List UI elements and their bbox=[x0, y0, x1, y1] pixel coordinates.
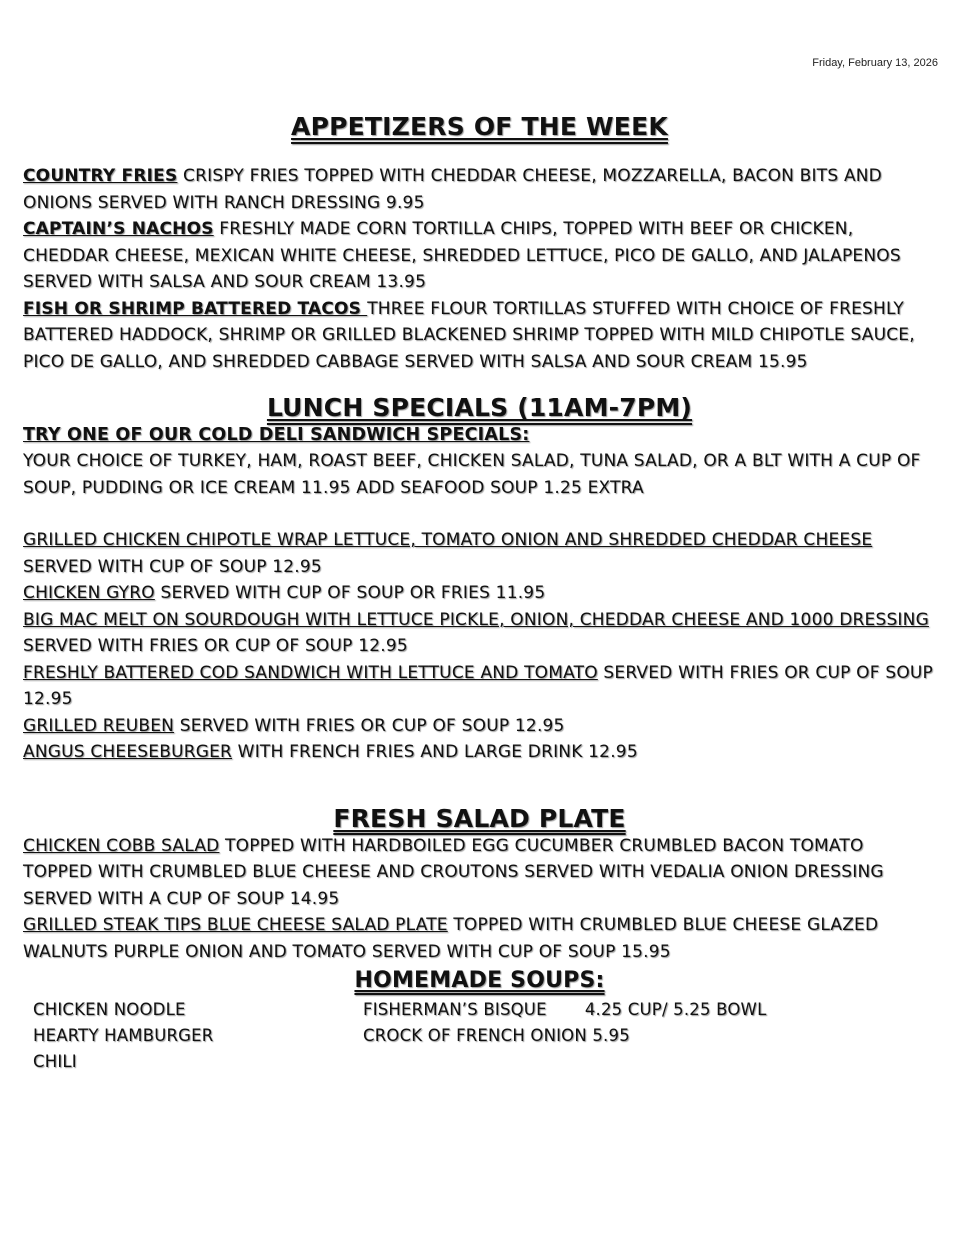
menu-item-cobb-salad bbox=[23, 833, 936, 913]
menu-item-chipotle-wrap bbox=[23, 527, 936, 580]
menu-item-tacos bbox=[23, 296, 936, 376]
appetizers-heading: APPETIZERS OF THE WEEK bbox=[291, 112, 668, 141]
item-description: TOPPED WITH CRUMBLED BLUE CHEESE GLAZED WALNUTS PURPLE ONION AND TOMATO SERVED WITH CUP OF SOUP 15.95 bbox=[23, 915, 879, 962]
menu-item-big-mac-melt bbox=[23, 607, 936, 660]
menu-item-cod-sandwich bbox=[23, 660, 936, 713]
item-description: SERVED WITH CUP OF SOUP 12.95 bbox=[23, 556, 322, 577]
menu-item-chicken-gyro bbox=[23, 580, 936, 607]
menu-item-steak-tips-salad bbox=[23, 912, 936, 965]
item-name: FRESHLY BATTERED COD SANDWICH WITH LETTUCE AND TOMATO bbox=[23, 662, 598, 683]
item-name: CHICKEN GYRO bbox=[23, 583, 155, 603]
item-description: SERVED WITH CUP OF SOUP OR FRIES 11.95 bbox=[154, 583, 546, 603]
item-name: BIG MAC MELT ON SOURDOUGH WITH LETTUCE PICKLE, ONION, CHEDDAR CHEESE AND 1000 DRESSING bbox=[23, 609, 929, 630]
item-description: TOPPED WITH HARDBOILED EGG CUCUMBER CRUMBLED BACON TOMATO TOPPED WITH CRUMBLED BLUE CHEESE AND CROUTONS SERVED WITH VEDALIA ONION DRESSING SERVED WITH A CUP OF SOUP 14.95 bbox=[23, 835, 884, 909]
item-description: WITH FRENCH FRIES AND LARGE DRINK 12.95 bbox=[232, 742, 638, 762]
soups-right-column bbox=[363, 997, 936, 1075]
item-name: ANGUS CHEESEBURGER bbox=[23, 742, 233, 762]
item-description: CRISPY FRIES TOPPED WITH CHEDDAR CHEESE, MOZZARELLA, BACON BITS AND ONIONS SERVED WITH RANCH DRESSING 9.95 bbox=[23, 166, 882, 213]
item-name: FISH OR SHRIMP BATTERED TACOS bbox=[23, 298, 368, 319]
menu-item-angus-cheeseburger bbox=[23, 739, 936, 766]
menu-item-grilled-reuben bbox=[23, 713, 936, 740]
soups-heading: HOMEMADE SOUPS: bbox=[354, 968, 605, 993]
soups-list bbox=[23, 997, 936, 1075]
item-description: THREE FLOUR TORTILLAS STUFFED WITH CHOICE OF FRESHLY BATTERED HADDOCK, SHRIMP OR GRILLED BLACKENED SHRIMP TOPPED WITH MILD CHIPOTLE SAUCE, PICO DE GALLO, AND SHREDDED CABBAGE SERVED WITH SALSA AND SOUR CREAM 15.95 bbox=[23, 298, 915, 372]
item-name: GRILLED STEAK TIPS BLUE CHEESE SALAD PLATE bbox=[23, 915, 448, 935]
item-description: SERVED WITH FRIES OR CUP OF SOUP 12.95 bbox=[23, 636, 408, 656]
item-description: SERVED WITH FRIES OR CUP OF SOUP 12.95 bbox=[174, 715, 565, 736]
soup-item: FISHERMAN’S BISQUE 4.25 CUP/ 5.25 BOWL bbox=[363, 1000, 767, 1019]
deli-subheading: TRY ONE OF OUR COLD DELI SANDWICH SPECIALS: bbox=[23, 425, 530, 445]
item-name: GRILLED CHICKEN CHIPOTLE WRAP LETTUCE, TOMATO ONION AND SHREDDED CHEDDAR CHEESE bbox=[23, 530, 873, 550]
menu-date: Friday, February 13, 2026 bbox=[812, 57, 938, 69]
lunch-heading: LUNCH SPECIALS (11AM-7PM) bbox=[266, 393, 693, 422]
soup-item: CHILI bbox=[33, 1052, 77, 1071]
salad-heading: FRESH SALAD PLATE bbox=[333, 803, 626, 833]
item-description: SERVED WITH FRIES OR CUP OF SOUP 12.95 bbox=[23, 662, 934, 709]
item-name: CHICKEN COBB SALAD bbox=[23, 835, 220, 856]
soup-item: CROCK OF FRENCH ONION 5.95 bbox=[363, 1026, 630, 1045]
soup-item: HEARTY HAMBURGER bbox=[33, 1026, 214, 1045]
item-description: FRESHLY MADE CORN TORTILLA CHIPS, TOPPED WITH BEEF OR CHICKEN, CHEDDAR CHEESE, MEXICAN WHITE CHEESE, SHREDDED LETTUCE, PICO DE GALLO, AND JALAPENOS SERVED WITH SALSA AND SOUR CREAM 13.95 bbox=[23, 219, 901, 292]
item-name: CAPTAIN’S NACHOS bbox=[23, 219, 214, 239]
menu-item-captains-nachos bbox=[23, 216, 936, 296]
menu-item-country-fries bbox=[23, 163, 936, 216]
soups-left-column bbox=[33, 997, 363, 1075]
menu-document bbox=[23, 112, 936, 1075]
item-name: GRILLED REUBEN bbox=[23, 715, 175, 736]
soup-item: CHICKEN NOODLE bbox=[33, 1000, 186, 1019]
item-name: COUNTRY FRIES bbox=[23, 166, 178, 186]
deli-description: YOUR CHOICE OF TURKEY, HAM, ROAST BEEF, CHICKEN SALAD, TUNA SALAD, OR A BLT WITH A CUP OF SOUP, PUDDING OR ICE CREAM 11.95 ADD SEAFOOD SOUP 1.25 EXTRA bbox=[23, 451, 921, 498]
